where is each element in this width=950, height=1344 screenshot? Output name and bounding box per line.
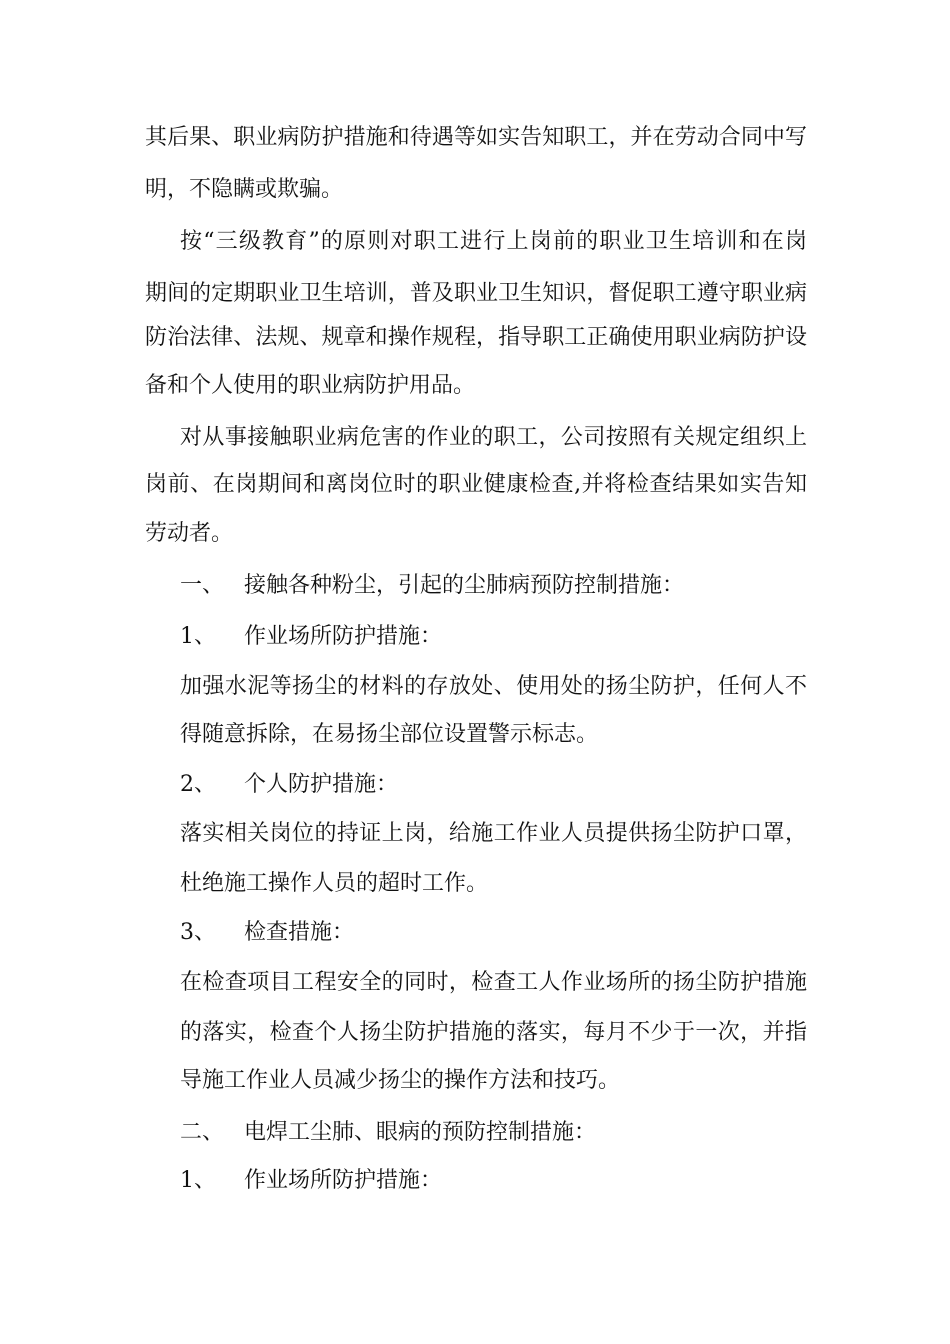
paragraph-1-line-2: 明，不隐瞒或欺骗。 bbox=[145, 177, 344, 202]
section-1-number: 一、 bbox=[180, 573, 225, 598]
paragraph-3-line-1: 对从事接触职业病危害的作业的职工，公司按照有关规定组织上 bbox=[180, 425, 807, 450]
section-1-item-1-number: 1、 bbox=[180, 624, 216, 649]
section-1-item-3-heading bbox=[180, 918, 354, 948]
paragraph-2-line-3: 防治法律、法规、规章和操作规程，指导职工正确使用职业病防护设 bbox=[145, 325, 807, 350]
section-2-item-1-heading bbox=[180, 1166, 442, 1196]
section-1-item-2-heading bbox=[180, 770, 398, 800]
section-2-number: 二、 bbox=[180, 1120, 225, 1145]
paragraph-3-line-2: 岗前、在岗期间和离岗位时的职业健康检查,并将检查结果如实告知 bbox=[145, 472, 807, 497]
section-1-item-2-title: 个人防护措施： bbox=[244, 772, 399, 797]
section-1-item-2-line-1: 落实相关岗位的持证上岗，给施工作业人员提供扬尘防护口罩， bbox=[180, 821, 807, 846]
section-1-item-1-heading bbox=[180, 622, 442, 652]
section-1-item-2-number: 2、 bbox=[180, 772, 216, 797]
section-1-item-1-title: 作业场所防护措施： bbox=[244, 624, 443, 649]
section-2-title: 电焊工尘肺、眼病的预防控制措施： bbox=[244, 1120, 597, 1145]
section-2-item-1-number: 1、 bbox=[180, 1168, 216, 1193]
section-1-item-1-line-1: 加强水泥等扬尘的材料的存放处、使用处的扬尘防护，任何人不 bbox=[180, 674, 807, 699]
section-1-item-2-line-2: 杜绝施工操作人员的超时工作。 bbox=[180, 871, 489, 896]
section-2-heading bbox=[180, 1118, 596, 1148]
section-1-title: 接触各种粉尘，引起的尘肺病预防控制措施： bbox=[244, 573, 685, 598]
paragraph-2-line-4: 备和个人使用的职业病防护用品。 bbox=[145, 373, 476, 398]
paragraph-2-line-2: 期间的定期职业卫生培训，普及职业卫生知识，督促职工遵守职业病 bbox=[145, 281, 807, 306]
paragraph-1-line-1: 其后果、职业病防护措施和待遇等如实告知职工，并在劳动合同中写 bbox=[145, 125, 807, 150]
section-1-heading bbox=[180, 571, 684, 601]
paragraph-3-line-3: 劳动者。 bbox=[145, 521, 234, 546]
section-1-item-3-line-2: 的落实，检查个人扬尘防护措施的落实，每月不少于一次，并指 bbox=[180, 1020, 807, 1045]
section-2-item-1-title: 作业场所防护措施： bbox=[244, 1168, 443, 1193]
section-1-item-3-title: 检查措施： bbox=[244, 920, 355, 945]
paragraph-2-line-1: 按“三级教育”的原则对职工进行上岗前的职业卫生培训和在岗 bbox=[180, 229, 807, 254]
section-1-item-3-number: 3、 bbox=[180, 920, 216, 945]
section-1-item-3-line-3: 导施工作业人员减少扬尘的操作方法和技巧。 bbox=[180, 1068, 621, 1093]
section-1-item-3-line-1: 在检查项目工程安全的同时，检查工人作业场所的扬尘防护措施 bbox=[180, 970, 807, 995]
section-1-item-1-line-2: 得随意拆除，在易扬尘部位设置警示标志。 bbox=[180, 722, 599, 747]
